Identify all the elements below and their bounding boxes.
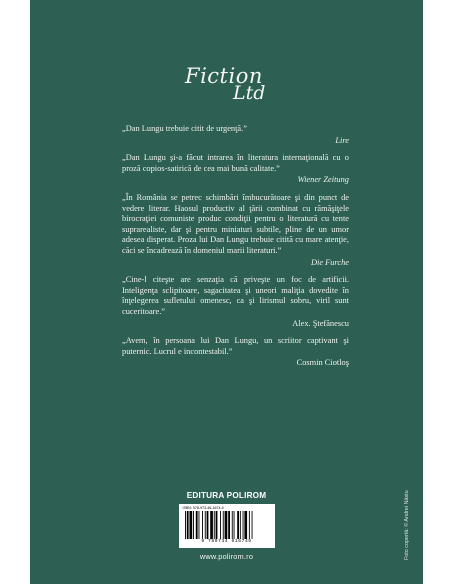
barcode-bar bbox=[231, 511, 232, 539]
barcode-bar bbox=[239, 511, 240, 539]
isbn-barcode bbox=[179, 504, 275, 548]
quote-text: „În România se petrec schimbări îmbucurătoare şi din punct de vedere literar. Haosul productiv al ţării combinat cu rămăşiţele birocraţiei comuniste produc condiţii pentru o literatură cu tente suprarealiste, dar şi pentru miniaturi subtile, pline de un umor adesea disperat. Proza lui Dan Lungu trebuie citită cu mare atenţie, căci se încadrează în domeniul marii literaturi.” bbox=[122, 192, 349, 255]
review-quotes bbox=[122, 124, 349, 376]
barcode-bar bbox=[202, 511, 203, 539]
barcode-bar bbox=[213, 511, 214, 539]
back-cover bbox=[30, 0, 423, 584]
quote-die-furche bbox=[122, 193, 349, 268]
quote-text: „Cine-l citeşte are senzaţia că priveşte un foc de artificii. Inteligenţa sclipitoare, sagacitatea şi uneori maliţia dovedite în înţelegerea sufletului omenesc, ca şi lirismul sobru, viril sunt cuceritoare.” bbox=[122, 275, 349, 316]
barcode-bar bbox=[228, 511, 230, 539]
quote-source: Cosmin Ciotloş bbox=[296, 358, 349, 368]
barcode-bars bbox=[183, 511, 271, 539]
quote-source: Wiener Zeitung bbox=[297, 175, 349, 185]
barcode-bar bbox=[204, 511, 205, 539]
quote-text: „Dan Lungu trebuie citit de urgenţă.” bbox=[122, 124, 247, 133]
quote-text: „Dan Lungu şi-a făcut intrarea în literatura internaţională cu o proză copios-satirică de cea mai bună calitate.” bbox=[122, 153, 349, 173]
barcode-bar bbox=[189, 511, 192, 539]
quote-source: Die Furche bbox=[310, 257, 349, 267]
barcode-bar bbox=[237, 511, 239, 539]
barcode-bar bbox=[233, 511, 234, 539]
quote-alex-stefanescu bbox=[122, 275, 349, 329]
barcode-bar bbox=[198, 511, 199, 539]
barcode-bar bbox=[251, 511, 252, 539]
publisher-name: EDITURA POLIROM bbox=[186, 491, 267, 500]
barcode-bar bbox=[186, 511, 188, 539]
barcode-bar bbox=[215, 511, 217, 539]
publisher-block bbox=[175, 491, 278, 561]
quote-wiener-zeitung bbox=[122, 153, 349, 186]
quote-source: Alex. Ştefănescu bbox=[292, 318, 349, 328]
barcode-bar bbox=[244, 511, 247, 539]
logo-ltd-text: Ltd bbox=[233, 82, 266, 104]
barcode-bar bbox=[206, 511, 208, 539]
barcode-digits: 9 789734 616749 bbox=[201, 539, 252, 544]
barcode-bar bbox=[222, 511, 223, 539]
barcode-bar bbox=[210, 511, 213, 539]
photo-credit: Foto copertă: © Andrei Năstu bbox=[404, 490, 410, 560]
logo-fiction-text: Fiction bbox=[185, 64, 263, 88]
barcode-bar bbox=[195, 511, 197, 539]
barcode-bar bbox=[185, 511, 186, 539]
barcode-bar bbox=[220, 511, 221, 539]
quote-text: „Avem, în persoana lui Dan Lungu, un scriitor captivant şi puternic. Lucrul e incontestabil.” bbox=[122, 336, 349, 356]
isbn-text: ISBN: 978-973-46-1674-9 bbox=[182, 506, 224, 510]
publisher-url: www.polirom.ro bbox=[199, 552, 254, 561]
fiction-ltd-logo bbox=[30, 60, 423, 110]
barcode-bar bbox=[242, 511, 243, 539]
quote-lire bbox=[122, 124, 349, 146]
barcode-bar bbox=[248, 511, 249, 539]
barcode-bar bbox=[193, 511, 194, 539]
barcode-bar bbox=[224, 511, 227, 539]
quote-cosmin-ciotlos bbox=[122, 336, 349, 369]
quote-source: Lire bbox=[335, 135, 349, 145]
